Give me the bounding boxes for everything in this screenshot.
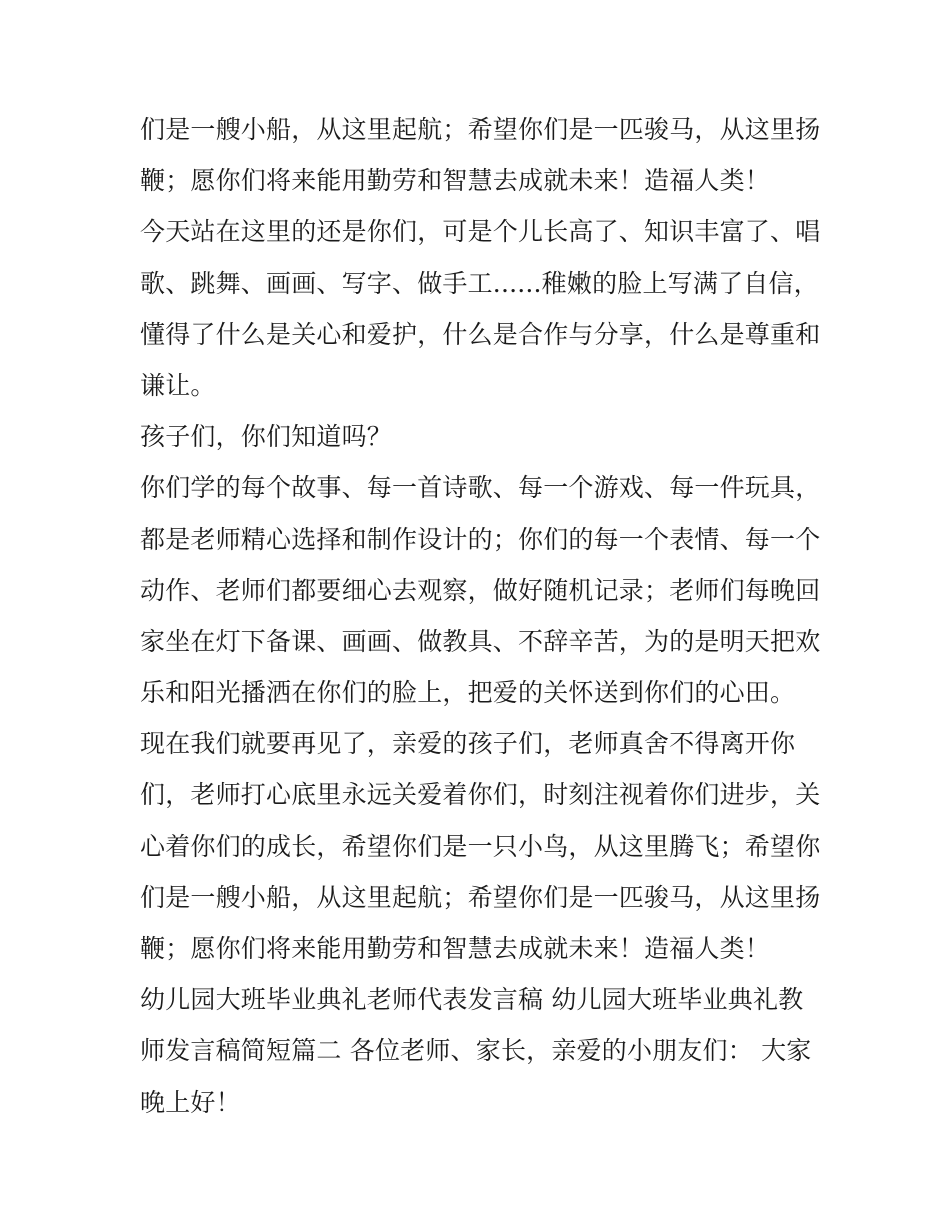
text-line: 家坐在灯下备课、画画、做教具、不辞辛苦，为的是明天把欢 (140, 626, 821, 656)
text-line: 谦让。 (140, 370, 216, 400)
text-line: 动作、老师们都要细心去观察，做好随机记录；老师们每晚回 (140, 575, 821, 605)
text-line: 们是一艘小船，从这里起航；希望你们是一匹骏马，从这里扬 (140, 882, 821, 912)
text-line: 鞭；愿你们将来能用勤劳和智慧去成就未来！造福人类！ (140, 166, 771, 196)
text-line: 现在我们就要再见了，亲爱的孩子们，老师真舍不得离开你 (140, 729, 796, 759)
text-line: 歌、跳舞、画画、写字、做手工......稚嫩的脸上写满了自信， (140, 268, 819, 298)
text-line: 心着你们的成长，希望你们是一只小鸟，从这里腾飞；希望你 (140, 831, 821, 861)
text-line: 师发言稿简短篇二 各位老师、家长，亲爱的小朋友们： 大家 (140, 1036, 812, 1066)
document-body (140, 104, 821, 1128)
text-line: 今天站在这里的还是你们，可是个儿长高了、知识丰富了、唱 (140, 217, 821, 247)
text-line: 懂得了什么是关心和爱护，什么是合作与分享，什么是尊重和 (140, 319, 821, 349)
text-line: 你们学的每个故事、每一首诗歌、每一个游戏、每一件玩具， (140, 473, 821, 503)
text-line: 们，老师打心底里永远关爱着你们，时刻注视着你们进步，关 (140, 780, 821, 810)
text-line: 们是一艘小船，从这里起航；希望你们是一匹骏马，从这里扬 (140, 115, 821, 144)
text-line: 幼儿园大班毕业典礼老师代表发言稿 幼儿园大班毕业典礼教 (140, 985, 804, 1015)
text-line: 乐和阳光播洒在你们的脸上，把爱的关怀送到你们的心田。 (140, 678, 796, 708)
text-line: 孩子们，你们知道吗？ (140, 422, 393, 452)
text-line: 都是老师精心选择和制作设计的；你们的每一个表情、每一个 (140, 524, 821, 554)
text-line: 鞭；愿你们将来能用勤劳和智慧去成就未来！造福人类！ (140, 934, 771, 963)
text-line: 晚上好！ (140, 1087, 241, 1117)
